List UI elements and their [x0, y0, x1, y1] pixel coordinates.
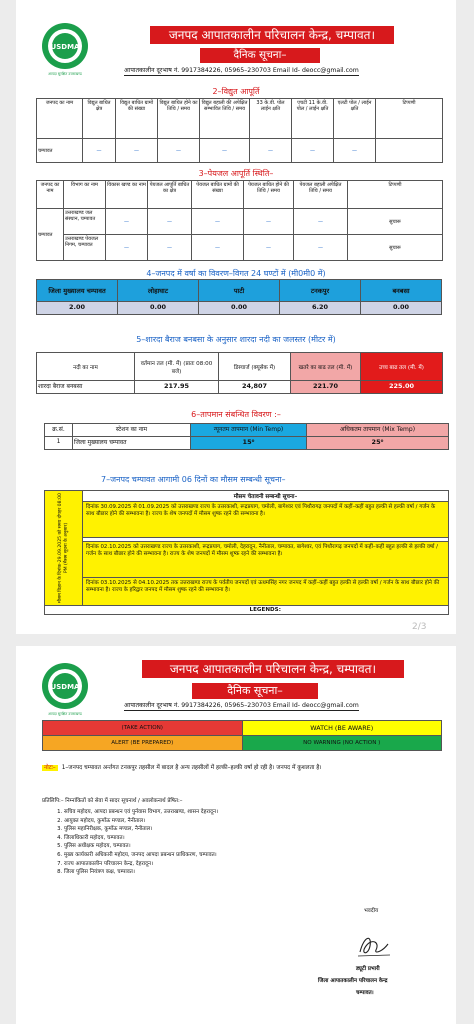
forecast-side-label-cell	[45, 491, 83, 606]
table-cell: —	[294, 235, 348, 261]
col-header: जनपद का नाम	[37, 181, 64, 209]
river-header-row	[37, 353, 443, 381]
table-cell: —	[244, 209, 294, 235]
table-cell: —	[250, 139, 292, 163]
forecast-paragraph: दिनांक 30.09.2025 से 01.09.2025 को उत्तराखण्ड राज्य के उत्तरकाशी, रूद्रप्रयाग, चमोली, बागेश्वर एवं पिथौरागढ़ जनपदों में कहीं–कहीं बहुत हल्की से हल्की वर्षा / गर्जन के साथ बौछार होने की सम्भावना है। राज्य के शेष जनपदों में मौसम शुष्क रहने की सम्भावना है।	[83, 502, 449, 538]
recipient-item: 2. आयुक्त महोदय, कुमाँऊ मण्डल, नैनीताल।	[64, 817, 436, 826]
river-title: 5–शारदा बैराज बनबसा के अनुसार शारदा नदी का जलस्तर (मीटर में)	[136, 335, 336, 344]
col-header: टिप्पणी	[376, 99, 443, 139]
alert-legend-table	[42, 720, 442, 751]
note-label: नोटः–	[44, 765, 56, 771]
header-subtitle: दैनिक सूचना–	[192, 683, 318, 699]
table-cell: —	[106, 209, 148, 235]
table-cell: उत्तराखण्ड जल संस्थान, चम्पावत	[64, 209, 106, 235]
table-row	[37, 235, 443, 261]
col-header: नदी का नाम	[37, 353, 135, 381]
rainfall-table	[36, 279, 442, 315]
station-header: जिला मुख्यालय चम्पावत	[37, 280, 118, 302]
min-temp-header: न्यूनतम तापमान (Min Temp)	[191, 424, 307, 437]
station-header: लोहाघाट	[118, 280, 199, 302]
forecast-row	[45, 542, 449, 578]
forecast-title: 7–जनपद चम्पावत आगामी 06 दिनों का मौसम सम्बन्धी सूचना–	[101, 475, 286, 484]
table-cell: —	[192, 209, 244, 235]
river-value-row	[37, 381, 443, 394]
temperature-title: 6–तापमान संबन्धित विवरण :–	[191, 410, 281, 419]
note	[42, 764, 444, 773]
col-header: एचटी 11 के.वी. पोल / लाईन क्षति	[292, 99, 334, 139]
max-temp: 25⁰	[307, 437, 449, 450]
river-name: शारदा बैराज बनबसा	[37, 381, 135, 394]
legends-label: LEGENDS:	[83, 606, 449, 615]
electricity-table	[36, 98, 443, 163]
col-header: विद्युत बाधित क्षेत्र	[83, 99, 116, 139]
rainfall-value: 6.20	[280, 302, 361, 315]
temperature-header-row	[45, 424, 449, 437]
table-cell	[376, 139, 443, 163]
station-name: जिला मुख्यालय चम्पावत	[73, 437, 191, 450]
forecast-paragraph: दिनांक 02.10.2025 को उत्तराखण्ड राज्य के उत्तरकाशी, रूद्रप्रयाग, चमोली, देहरादून, नैनीताल, चम्पावत, बागेश्वर, एवं पिथौरागढ़ जनपदों में कहीं–कहीं बहुत हल्की से हल्की वर्षा / गर्जन के साथ बौछार होने की सम्भावना है। राज्य के शेष जनपदों में मौसम शुष्क रहने की सम्भावना है।	[83, 542, 449, 578]
legend-take-action: (TAKE ACTION)	[43, 721, 243, 736]
header-subtitle: दैनिक सूचना–	[200, 48, 320, 63]
col-header: विकास खण्ड का नाम	[106, 181, 148, 209]
current-level: 217.95	[135, 381, 219, 394]
danger-level: 221.70	[291, 381, 361, 394]
river-table	[36, 352, 443, 394]
page-number: 2/3	[412, 622, 427, 632]
forecast-table	[44, 490, 449, 615]
legends-row	[45, 606, 449, 615]
rainfall-value: 2.00	[37, 302, 118, 315]
table-cell: —	[334, 139, 376, 163]
forecast-heading: मौसम चेतावनी सम्बन्धी सूचना–	[83, 491, 449, 502]
legend-no-warning: NO WARNING (NO ACTION )	[242, 736, 442, 751]
col-header: पेयजल बाधित होने की तिथि / समय	[244, 181, 294, 209]
header-title: जनपद आपातकालीन परिचालन केन्द्र, चम्पावत।	[150, 26, 394, 44]
forecast-header-row	[45, 491, 449, 502]
rainfall-value: 0.00	[361, 302, 442, 315]
copy-heading: प्रतिलिपि:– निम्नांकितों को सेवा में सादर सूचनार्थ / अवलोकनार्थ प्रेषित:–	[42, 798, 183, 804]
legend-row	[43, 721, 442, 736]
table-cell: —	[158, 139, 200, 163]
col-header: जनपद का नाम	[37, 99, 83, 139]
usdma-logo	[36, 20, 94, 78]
recipient-item: 4. जिलाधिकारी महोदय, चम्पावत।	[64, 834, 436, 843]
table-cell: —	[200, 139, 250, 163]
col-header: विद्युत बहाली की अपेक्षित सम्भावित तिथि / समय	[200, 99, 250, 139]
table-cell: —	[292, 139, 334, 163]
col-header: पेयजल बहाली अपेक्षित तिथि / समय	[294, 181, 348, 209]
table-cell: —	[106, 235, 148, 261]
station-header: बनबसा	[361, 280, 442, 302]
forecast-paragraph: दिनांक 03.10.2025 से 04.10.2025 तक उत्तराखण्ड राज्य के पर्वतीय जनपदों एवं ऊधमसिंह नगर जनपद में कहीं–कहीं बहुत हल्की से हल्की वर्षा / गर्जन के साथ बौछार होने की सम्भावना है। राज्य के हरिद्वार जनपद में मौसम शुष्क रहने की सम्भावना है।	[83, 578, 449, 606]
col-header: टिप्पणी	[348, 181, 443, 209]
report-page-1	[16, 0, 456, 634]
col-header: डिस्चार्ज (क्यूसेक में)	[219, 353, 291, 381]
electricity-header-row	[37, 99, 443, 139]
col-header: क्र.सं.	[45, 424, 73, 437]
high-flood-header: उच्च बाढ तल (मी. में)	[361, 353, 443, 381]
logo-text: USDMA	[50, 683, 80, 691]
header-contact: आपातकालीन दूरभाष नं. 9917384226, 05965–230703 Email Id- deocc@gmail.com	[124, 67, 359, 74]
table-cell: चम्पावत	[37, 209, 64, 261]
recipient-item: 7. राज्य आपातकालीन परिचालन केन्द्र, देहरादून।	[64, 860, 436, 869]
col-header: वर्तमान तल (मी. में) (प्रातः 08:00 बजे)	[135, 353, 219, 381]
temperature-table	[44, 423, 449, 450]
forecast-side-label: मौसम विज्ञान के दिनांक-29.09.2025 को समय दोपहर 08:00 PM (मैसम सूचना के अनुसार)	[57, 493, 69, 603]
forecast-row	[45, 578, 449, 606]
signoff: भवदीय	[364, 908, 379, 914]
table-row	[37, 209, 443, 235]
logo-text: USDMA	[50, 43, 80, 51]
report-page-2	[16, 646, 456, 1024]
station-header: पाटी	[199, 280, 280, 302]
rainfall-value: 0.00	[118, 302, 199, 315]
legend-row	[43, 736, 442, 751]
sign-org: जिला आपातकालीन परिचालन केन्द्र	[318, 978, 388, 984]
water-header-row	[37, 181, 443, 209]
note-text: 1–जनपद चम्पावत अर्न्तगत टनकपुर तहसील में बादल है अन्य तहसीलों में हल्की–हल्की वर्षा हो रही है। जनपद में कुशलता है।	[61, 765, 322, 771]
table-cell: —	[148, 209, 192, 235]
signature-image	[354, 928, 394, 962]
sign-role: ड्यूटी प्रभारी	[356, 966, 380, 972]
station-header: टनकपुर	[280, 280, 361, 302]
header-title: जनपद आपातकालीन परिचालन केन्द्र, चम्पावत।	[142, 660, 404, 678]
sign-place: चम्पावत।	[356, 990, 374, 996]
high-flood-level: 225.00	[361, 381, 443, 394]
electricity-title: 2–विद्युत आपूर्ति	[212, 87, 260, 96]
col-header: एलटी पोल / लाईन क्षति	[334, 99, 376, 139]
serial-number: 1	[45, 437, 73, 450]
table-cell: सुचारू	[348, 235, 443, 261]
usdma-logo	[36, 660, 94, 718]
table-cell: —	[83, 139, 116, 163]
temperature-value-row	[45, 437, 449, 450]
col-header: पेयजल आपूर्ति बाधित का क्षेत्र	[148, 181, 192, 209]
rainfall-title: 4–जनपद में वर्षा का विवरण–विगत 24 घण्टों में (मी0मी0 में)	[146, 269, 326, 278]
recipient-item: 3. पुलिस महानिरीक्षक, कुमाँऊ मण्डल, नैनीताल।	[64, 825, 436, 834]
rainfall-value-row	[37, 302, 442, 315]
discharge: 24,807	[219, 381, 291, 394]
table-cell: —	[116, 139, 158, 163]
table-cell: —	[294, 209, 348, 235]
recipient-list	[46, 808, 436, 877]
col-header: पेयजल बाधित ग्रामों की संख्या	[192, 181, 244, 209]
rainfall-header-row	[37, 280, 442, 302]
legend-be-prepared: ALERT (BE PREPARED)	[43, 736, 243, 751]
table-cell: सुचारू	[348, 209, 443, 235]
recipient-item: 5. पुलिस अधीक्षक महोदय, चम्पावत।	[64, 842, 436, 851]
recipient-item: 6. मुख्य कार्यकारी अधिकारी महोदय, जनपद आपदा प्रबन्धन प्राधिकरण, चम्पावत।	[64, 851, 436, 860]
table-cell: उत्तराखण्ड पेयजल निगम, चम्पावत	[64, 235, 106, 261]
table-cell: चम्पावत	[37, 139, 83, 163]
water-title: 3–पेयजल आपूर्ति स्थिति–	[198, 169, 274, 178]
table-cell: —	[148, 235, 192, 261]
logo-caption: आपदा सुरक्षित उत्तराखण्ड	[48, 712, 82, 716]
col-header: विद्युत बाधित होने का तिथि / समय	[158, 99, 200, 139]
max-temp-header: अधिकतम तापमान (Mix Temp)	[307, 424, 449, 437]
min-temp: 15⁰	[191, 437, 307, 450]
col-header: 33 के.वी. पोल लाईन क्षति	[250, 99, 292, 139]
col-header: विद्युत बाधित ग्रामों की संख्या	[116, 99, 158, 139]
table-cell: —	[192, 235, 244, 261]
rainfall-value: 0.00	[199, 302, 280, 315]
legend-be-aware: WATCH (BE AWARE)	[242, 721, 442, 736]
logo-caption: आपदा सुरक्षित उत्तराखण्ड	[48, 72, 82, 76]
col-header: स्टेशन का नाम	[73, 424, 191, 437]
header-contact: आपातकालीन दूरभाष नं. 9917384226, 05965–230703 Email Id- deocc@gmail.com	[124, 702, 359, 709]
recipient-item: 1. सचिव महोदय, आपदा प्रबन्धन एवं पुर्नवास विभाग, उत्तराखण्ड, शासन देहरादून।	[64, 808, 436, 817]
recipient-item: 8. जिला पुलिस नियंत्रण कक्ष, चम्पावत।	[64, 868, 436, 877]
danger-level-header: खतरे का बाढ तल (मी. में)	[291, 353, 361, 381]
water-table	[36, 180, 443, 261]
col-header: विभाग का नाम	[64, 181, 106, 209]
table-cell: —	[244, 235, 294, 261]
forecast-row	[45, 502, 449, 538]
table-row	[37, 139, 443, 163]
